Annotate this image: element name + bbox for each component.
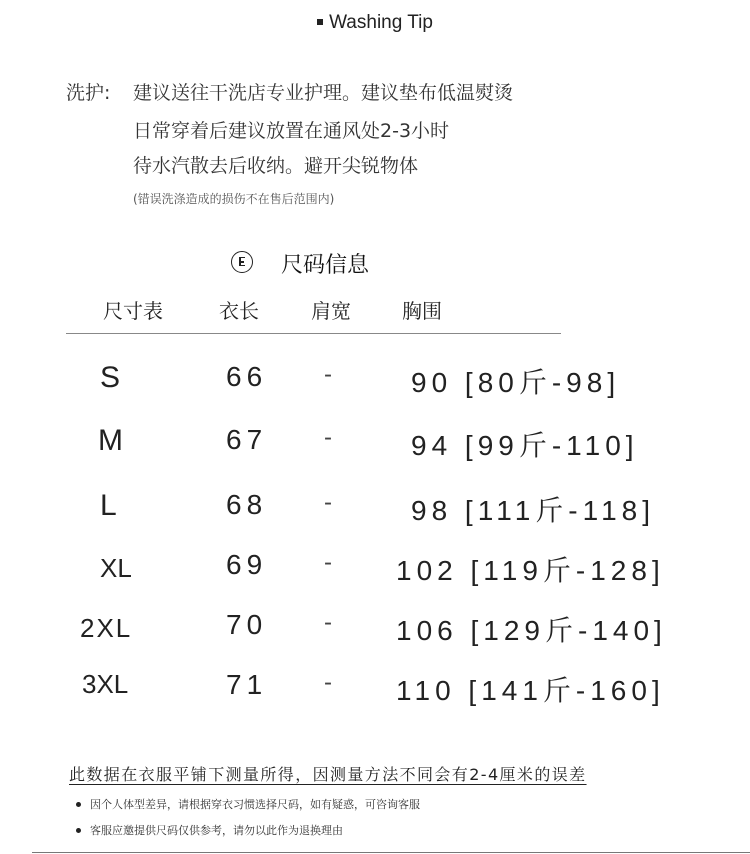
bullet-dot-icon — [76, 828, 81, 833]
care-instruction-line: 日常穿着后建议放置在通风处2-3小时 — [133, 120, 450, 142]
size-row — [0, 361, 750, 411]
length-value: 71 — [226, 669, 268, 700]
size-label: M — [98, 424, 123, 457]
size-row — [0, 489, 750, 539]
care-instruction-line: 待水汽散去后收纳。避开尖锐物体 — [133, 155, 419, 177]
measurement-note: 此数据在衣服平铺下测量所得，因测量方法不同会有2-4厘米的误差 — [69, 765, 587, 784]
care-instruction-line: 建议送往干洗店专业护理。建议垫布低温熨烫 — [133, 82, 514, 104]
size-label: XL — [100, 553, 132, 583]
square-bullet-icon — [317, 19, 323, 25]
column-header-length: 衣长 — [219, 299, 259, 323]
size-label: S — [100, 361, 121, 394]
size-row — [0, 669, 750, 719]
bullet-text: 客服应邀提供尺码仅供参考，请勿以此作为退换理由 — [90, 824, 343, 837]
info-e-circle-icon — [231, 251, 253, 273]
length-value: 68 — [226, 489, 268, 520]
size-label: 3XL — [82, 669, 129, 699]
shoulder-value: - — [324, 424, 332, 451]
bullet-item — [76, 796, 420, 812]
chest-value: 106 [129斤-140] — [396, 615, 667, 646]
length-value: 69 — [226, 549, 268, 580]
size-label: L — [100, 489, 117, 522]
shoulder-value: - — [324, 669, 332, 696]
chest-value: 98 [111斤-118] — [411, 495, 656, 526]
chest-value: 94 [99斤-110] — [411, 430, 639, 461]
size-row — [0, 424, 750, 474]
shoulder-value: - — [324, 609, 332, 636]
bullet-text: 因个人体型差异，请根据穿衣习惯选择尺码，如有疑惑，可咨询客服 — [90, 798, 420, 811]
header-divider — [66, 333, 561, 334]
shoulder-value: - — [324, 361, 332, 388]
chest-value: 90 [80斤-98] — [411, 367, 621, 398]
column-header-size-chart: 尺寸表 — [103, 299, 163, 323]
size-info-title: 尺码信息 — [281, 253, 370, 278]
size-row — [0, 549, 750, 599]
chest-value: 110 [141斤-160] — [396, 675, 665, 706]
bottom-divider — [32, 852, 750, 853]
column-header-chest: 胸围 — [402, 299, 442, 323]
bullet-item — [76, 822, 343, 838]
shoulder-value: - — [324, 549, 332, 576]
chest-value: 102 [119斤-128] — [396, 555, 665, 586]
length-value: 70 — [226, 609, 268, 640]
care-label: 洗护: — [66, 82, 111, 104]
column-header-shoulder: 肩宽 — [311, 299, 351, 323]
size-label: 2XL — [80, 613, 133, 643]
washing-tip-title: Washing Tip — [329, 12, 433, 33]
size-row — [0, 609, 750, 659]
care-disclaimer: (错误洗涤造成的损伤不在售后范围内) — [133, 192, 335, 206]
bullet-dot-icon — [76, 802, 81, 807]
length-value: 66 — [226, 361, 268, 392]
washing-tip-heading — [0, 12, 750, 34]
shoulder-value: - — [324, 489, 332, 516]
length-value: 67 — [226, 424, 268, 455]
